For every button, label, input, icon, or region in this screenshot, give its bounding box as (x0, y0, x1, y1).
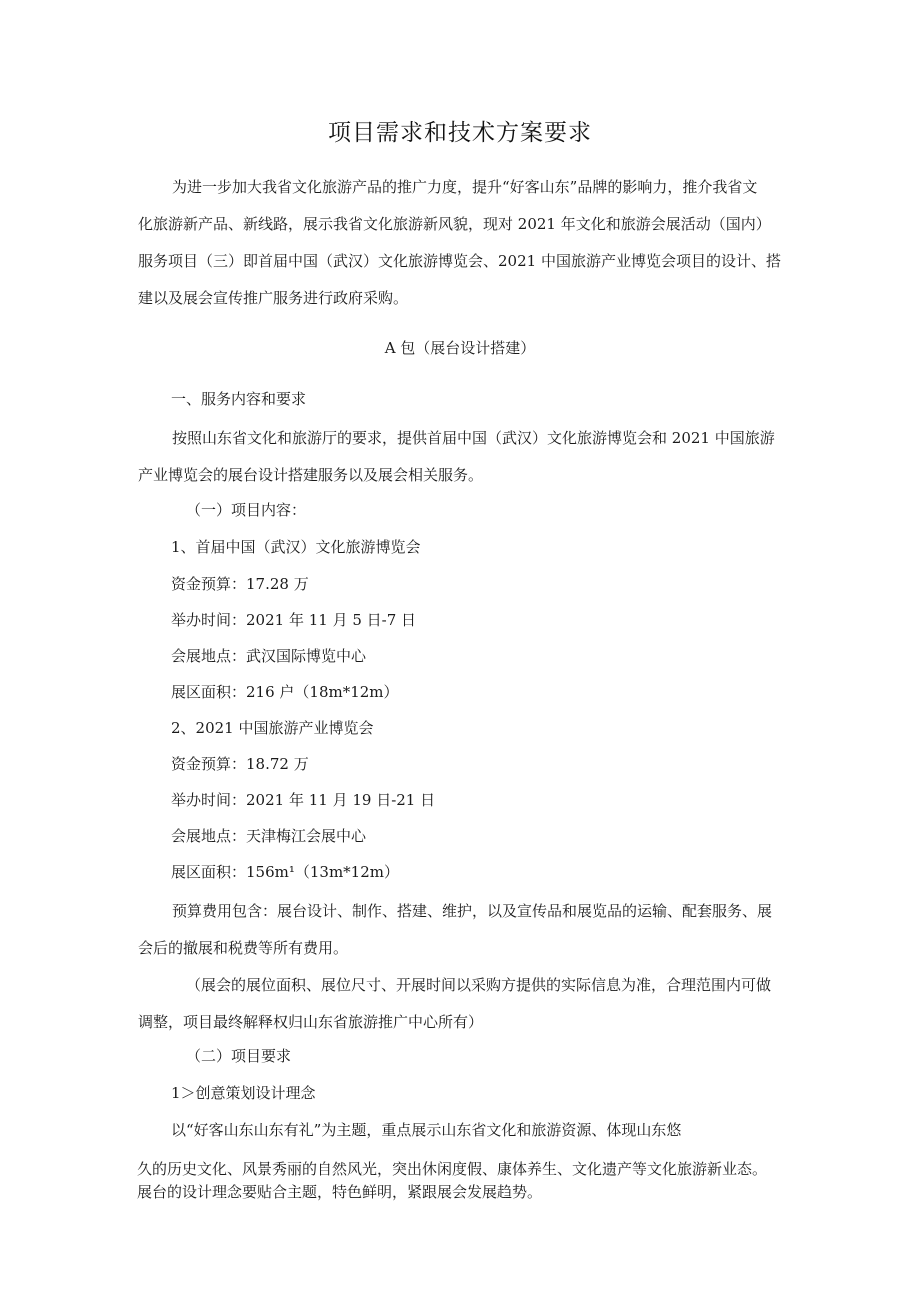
subsection-heading: （二）项目要求 (186, 1047, 292, 1065)
event-area: 展区面积：216 户（18m*12m） (171, 683, 399, 701)
event-venue: 会展地点：天津梅江会展中心 (171, 827, 367, 845)
subsection-heading: （一）项目内容： (186, 501, 307, 519)
note-paragraph (138, 967, 786, 1041)
section1-paragraph (138, 420, 786, 494)
event-name: 2、2021 中国旅游产业博览会 (171, 719, 374, 737)
intro-line: 服务项目（三）即首届中国（武汉）文化旅游博览会、2021 中国旅游产业博览会项目的设计、搭 (138, 252, 781, 270)
event-venue: 会展地点：武汉国际博览中心 (171, 647, 367, 665)
cost-line: 会后的撤展和税费等所有费用。 (138, 939, 349, 957)
intro-paragraph (138, 169, 786, 317)
requirement-paragraph (137, 1158, 797, 1204)
intro-line: 化旅游新产品、新线路，展示我省文化旅游新风貌，现对 2021 年文化和旅游会展活动（国内） (138, 215, 771, 233)
section1-line: 按照山东省文化和旅游厅的要求，提供首届中国（武汉）文化旅游博览会和 2021 中国旅游 (172, 429, 775, 447)
cost-line: 预算费用包含：展台设计、制作、搭建、维护，以及宣传品和展览品的运输、配套服务、展 (172, 902, 773, 920)
event-name: 1、首届中国（武汉）文化旅游博览会 (171, 538, 421, 556)
event-time: 举办时间：2021 年 11 月 5 日-7 日 (171, 611, 417, 629)
section1-line: 产业博览会的展台设计搭建服务以及展会相关服务。 (138, 466, 484, 484)
event-time: 举办时间：2021 年 11 月 19 日-21 日 (171, 791, 436, 809)
section-heading: 一、服务内容和要求 (171, 390, 307, 408)
event-area: 展区面积：156m¹（13m*12m） (171, 863, 399, 881)
cost-paragraph (138, 893, 786, 967)
intro-line: 建以及展会宣传推广服务进行政府采购。 (138, 289, 409, 307)
requirement-heading: 1＞创意策划设计理念 (171, 1084, 316, 1102)
note-line: 调整，项目最终解释权归山东省旅游推广中心所有） (138, 1013, 484, 1031)
note-line: （展会的展位面积、展位尺寸、开展时间以采购方提供的实际信息为准，合理范围内可做 (186, 976, 772, 994)
event-budget: 资金预算：17.28 万 (171, 575, 309, 593)
requirement-line: 展台的设计理念要贴合主题，特色鲜明，紧跟展会发展趋势。 (137, 1183, 543, 1201)
package-heading: A 包（展台设计搭建） (384, 339, 536, 357)
event-budget: 资金预算：18.72 万 (171, 755, 309, 773)
requirement-line: 久的历史文化、风景秀丽的自然风光，突出休闲度假、康体养生、文化遗产等文化旅游新业态。 (137, 1160, 768, 1178)
page-title: 项目需求和技术方案要求 (328, 120, 592, 146)
intro-line: 为进一步加大我省文化旅游产品的推广力度，提升“好客山东”品牌的影响力，推介我省文 (172, 178, 758, 196)
requirement-line: 以“好客山东山东有礼”为主题，重点展示山东省文化和旅游资源、体现山东悠 (171, 1121, 682, 1139)
